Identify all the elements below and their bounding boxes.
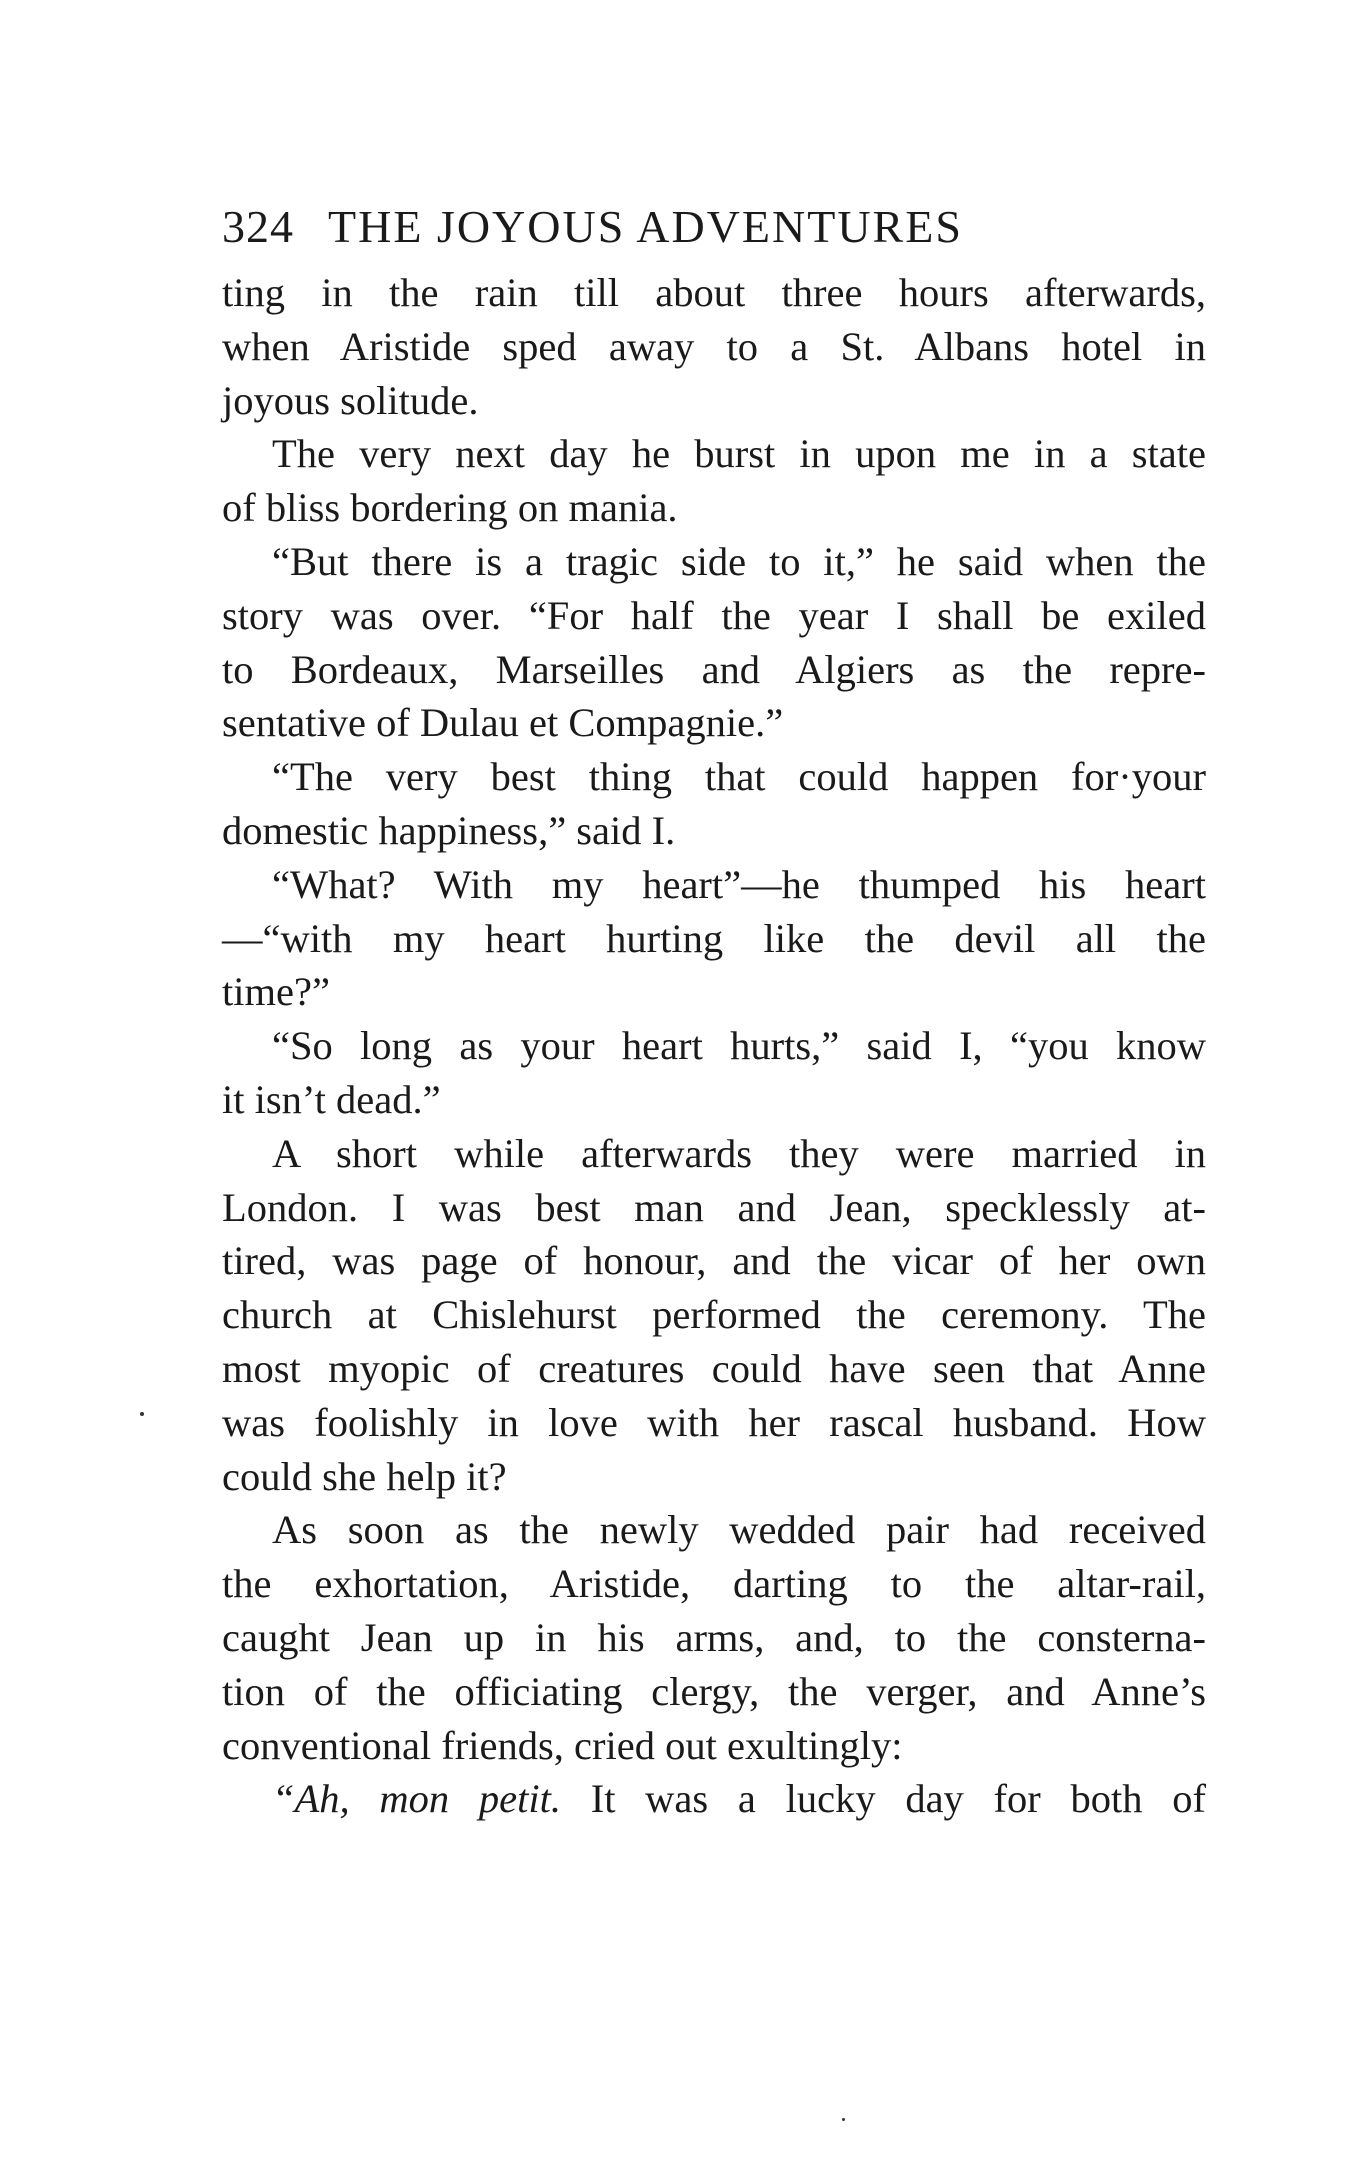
text-line: —“with my heart hurting like the devil all the <box>222 915 1206 961</box>
text-line: The very next day he burst in upon me in a state <box>272 431 1206 477</box>
text-line: joyous solitude. <box>222 377 479 423</box>
text-line: was foolishly in love with her rascal husband. How <box>222 1399 1206 1445</box>
stray-mark-dot <box>140 1412 144 1416</box>
page-number: 324 <box>222 201 294 252</box>
text-line: story was over. “For half the year I shall be exiled <box>222 592 1206 638</box>
final-text-line <box>222 1772 1206 1826</box>
text-line: “What? With my heart”—he thumped his heart <box>272 861 1206 907</box>
text-line: London. I was best man and Jean, specklessly at- <box>222 1184 1206 1230</box>
page-header <box>222 200 1206 264</box>
text-line: when Aristide sped away to a St. Albans hotel in <box>222 323 1206 369</box>
text-line: time?” <box>222 969 330 1015</box>
text-line: domestic happiness,” said I. <box>222 807 676 853</box>
running-title: THE JOYOUS ADVENTURES <box>328 201 963 252</box>
text-line: tion of the officiating clergy, the verger, and Anne’s <box>222 1668 1206 1714</box>
final-line-rest: It was a lucky day for both of <box>560 1776 1206 1822</box>
text-line: “The very best thing that could happen for·your <box>272 754 1206 800</box>
text-line: the exhortation, Aristide, darting to the altar-rail, <box>222 1561 1206 1607</box>
text-line: A short while afterwards they were married in <box>272 1130 1206 1176</box>
text-line: sentative of Dulau et Compagnie.” <box>222 700 784 746</box>
text-line: tired, was page of honour, and the vicar of her own <box>222 1238 1206 1284</box>
text-line: of bliss bordering on mania. <box>222 485 678 531</box>
text-line: ting in the rain till about three hours afterwards, <box>222 270 1206 315</box>
text-line: it isn’t dead.” <box>222 1076 441 1122</box>
stray-mark-dot <box>842 2118 845 2121</box>
text-line: to Bordeaux, Marseilles and Algiers as the repre- <box>222 646 1206 692</box>
body-text <box>222 266 1206 1826</box>
book-page <box>222 200 1206 1826</box>
italic-exclamation: “Ah, mon petit. <box>272 1776 561 1822</box>
text-line: conventional friends, cried out exultingly: <box>222 1722 903 1768</box>
text-line: As soon as the newly wedded pair had received <box>272 1507 1206 1553</box>
text-line: caught Jean up in his arms, and, to the consterna- <box>222 1614 1206 1660</box>
text-line: could she help it? <box>222 1453 507 1499</box>
text-line: most myopic of creatures could have seen that Anne <box>222 1345 1206 1391</box>
text-line: “But there is a tragic side to it,” he said when the <box>272 538 1206 584</box>
text-line: “So long as your heart hurts,” said I, “you know <box>272 1023 1206 1069</box>
text-line: church at Chislehurst performed the ceremony. The <box>222 1292 1206 1338</box>
